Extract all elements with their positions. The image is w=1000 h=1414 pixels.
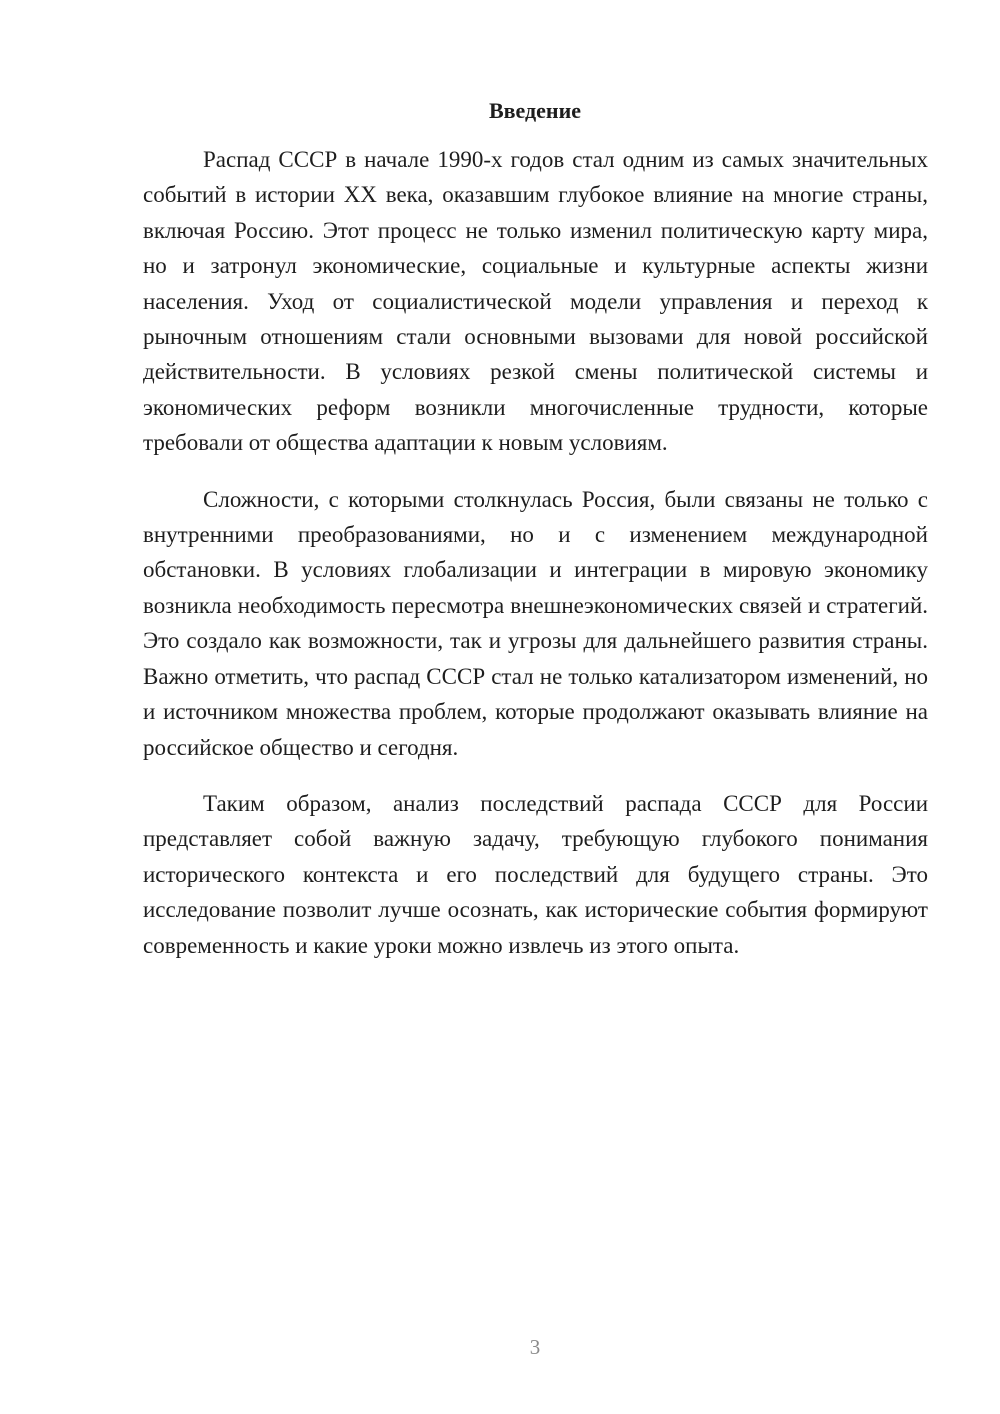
body-text: [143, 142, 928, 984]
paragraph-3: Таким образом, анализ последствий распада СССР для России представляет собой важную задачу, требующую глубокого понимания исторического контекста и его последствий для будущего страны. Это исследование позволит лучше осознать, как исторические события формируют современность и какие уроки можно извлечь из этого опыта.: [143, 790, 928, 958]
paragraph-2: Сложности, с которыми столкнулась Россия, были связаны не только с внутренними преобразованиями, но и с изменением международной обстановки. В условиях глобализации и интеграции в мировую экономику возникла необходимость пересмотра внешнеэкономических связей и стратегий. Это создало как возможности, так и угрозы для дальнейшего развития страны. Важно отметить, что распад СССР стал не только катализатором изменений, но и источником множества проблем, которые продолжают оказывать влияние на российское общество и сегодня.: [143, 486, 928, 760]
section-heading: Введение: [488, 98, 582, 123]
page-number: 3: [529, 1335, 541, 1359]
paragraph-1: Распад СССР в начале 1990-х годов стал одним из самых значительных событий в истории XX века, оказавшим глубокое влияние на многие страны, включая Россию. Этот процесс не только изменил политическую карту мира, но и затронул экономические, социальные и культурные аспекты жизни населения. Уход от социалистической модели управления и переход к рыночным отношениям стали основными вызовами для новой российской действительности. В условиях резкой смены политической системы и экономических реформ возникли многочисленные трудности, которые требовали от общества адаптации к новым условиям.: [143, 147, 928, 456]
